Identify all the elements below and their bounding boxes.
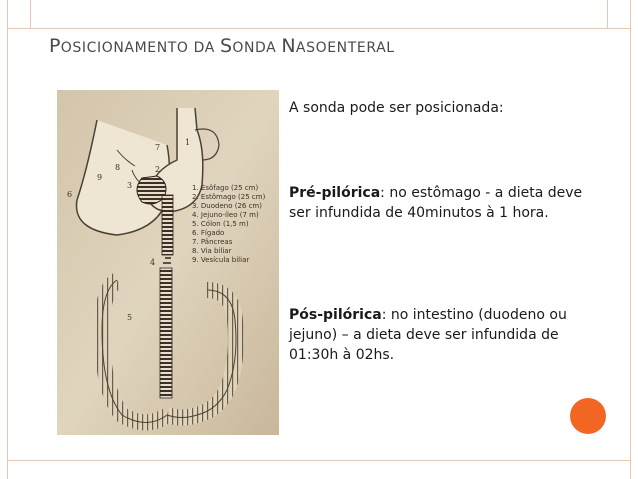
post-pyloric-paragraph	[289, 305, 609, 365]
frame-top-line	[7, 28, 631, 29]
title-word-4: NASOENTERAL	[281, 35, 395, 57]
frame-corner-left	[30, 0, 31, 28]
intro-text: A sonda pode ser posicionada:	[289, 100, 504, 116]
legend-item-3: 3. Duodeno (26 cm)	[192, 202, 262, 210]
marker-9: 9	[97, 173, 103, 182]
anatomy-diagram	[57, 90, 279, 435]
legend-item-1: 1. Esôfago (25 cm)	[192, 184, 259, 192]
tube-segment-lower	[160, 268, 172, 398]
slide-title	[49, 35, 395, 57]
frame-corner-right	[607, 0, 608, 28]
pre-pyloric-desc: : no estômago - a dieta deve ser infundida de 40minutos à 1 hora.	[289, 185, 583, 221]
marker-5: 5	[127, 313, 133, 322]
frame-left-line	[7, 0, 8, 479]
legend-item-6: 6. Fígado	[192, 229, 225, 237]
frame-bottom-line	[7, 460, 631, 461]
post-pyloric-desc: : no intestino (duodeno ou jejuno) – a dieta deve ser infundida de 01:30h à 02hs.	[289, 307, 567, 363]
marker-6: 6	[67, 190, 73, 199]
pre-pyloric-term: Pré-pilórica	[289, 185, 381, 201]
legend-item-5: 5. Cólon (1,5 m)	[192, 220, 249, 228]
tube-segment-upper	[162, 195, 173, 255]
post-pyloric-term: Pós-pilórica	[289, 307, 382, 323]
legend-item-7: 7. Pâncreas	[192, 238, 233, 246]
marker-1: 1	[185, 138, 191, 147]
legend-item-9: 9. Vesícula biliar	[192, 256, 250, 264]
accent-circle	[570, 398, 606, 434]
legend-item-8: 8. Via biliar	[192, 247, 232, 255]
anatomy-photo	[57, 90, 279, 435]
legend-item-4: 4. Jejuno-íleo (7 m)	[192, 211, 259, 219]
title-word-1: POSICIONAMENTO	[49, 35, 194, 57]
marker-7: 7	[155, 143, 161, 152]
legend-item-2: 2. Estômago (25 cm)	[192, 193, 266, 201]
title-word-3: SONDA	[219, 35, 282, 57]
pre-pyloric-paragraph	[289, 183, 599, 223]
marker-2: 2	[155, 165, 161, 174]
marker-3: 3	[127, 181, 133, 190]
marker-8: 8	[115, 163, 121, 172]
title-word-2: DA	[193, 40, 220, 56]
frame-right-line	[630, 0, 631, 479]
marker-4: 4	[150, 258, 156, 267]
